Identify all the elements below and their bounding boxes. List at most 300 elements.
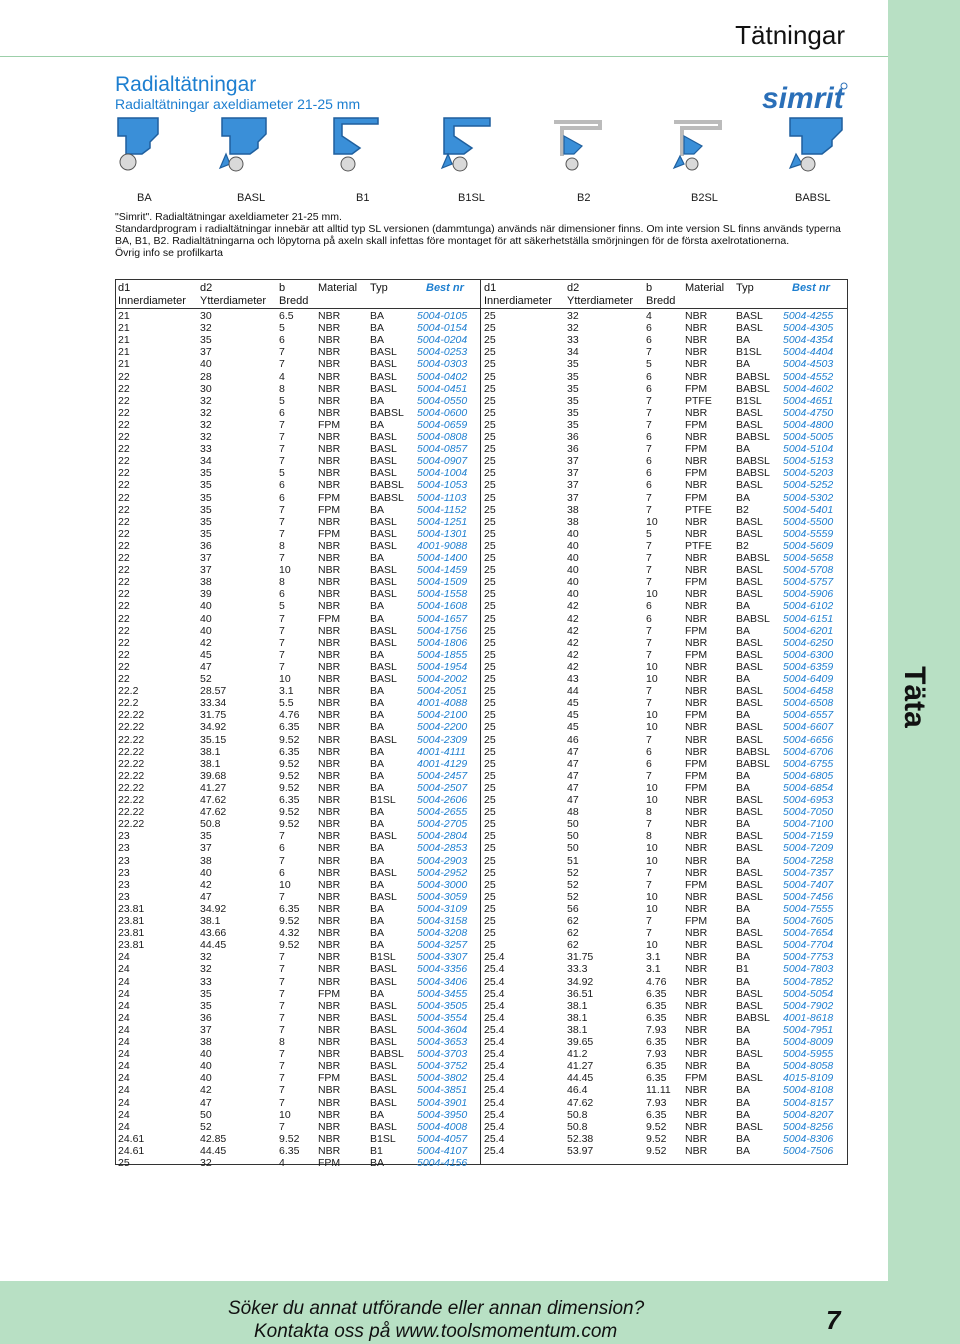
table-cell: 22 <box>118 673 130 685</box>
best-nr-cell: 5004-1806 <box>417 636 468 649</box>
table-cell: NBR <box>685 334 708 347</box>
table-cell: BASL <box>370 527 397 540</box>
table-cell: 22 <box>118 491 130 504</box>
table-cell: 42 <box>567 636 579 649</box>
table-cell: 6.35 <box>646 1108 667 1121</box>
table-cell: B1SL <box>370 794 396 806</box>
table-cell: BASL <box>370 866 397 879</box>
table-row <box>0 419 888 431</box>
table-cell: 6.35 <box>279 721 300 734</box>
section-subtitle: Radialtätningar axeldiameter 21-25 mm <box>115 96 361 112</box>
table-cell: 35 <box>200 515 212 528</box>
table-cell: 25 <box>484 612 496 625</box>
table-cell: 37 <box>567 479 579 492</box>
table-cell: NBR <box>685 1060 708 1073</box>
table-cell: NBR <box>685 890 708 903</box>
table-cell: BASL <box>370 1120 397 1133</box>
profile-b2-icon <box>550 114 606 176</box>
best-nr-cell: 5004-2507 <box>417 781 468 794</box>
table-cell: 6 <box>279 842 285 855</box>
best-nr-cell: 5004-8058 <box>783 1060 834 1073</box>
best-nr-cell: 5004-3703 <box>417 1048 468 1061</box>
table-row <box>0 927 888 939</box>
table-cell: 25 <box>484 394 496 407</box>
table-cell: NBR <box>318 1048 341 1061</box>
table-cell: PTFE <box>685 503 712 516</box>
table-cell: 44.45 <box>567 1072 594 1085</box>
footer-question: Söker du annat utförande eller annan dimension? <box>228 1298 645 1319</box>
table-cell: BABSL <box>736 455 770 468</box>
table-cell: 32 <box>200 951 212 964</box>
table-cell: BA <box>370 697 385 710</box>
table-cell: 32 <box>200 418 212 431</box>
header-typ: Typ <box>370 282 388 294</box>
table-cell: 3.1 <box>646 963 661 976</box>
table-cell: 5 <box>279 394 285 407</box>
best-nr-cell: 5004-5203 <box>783 467 834 480</box>
best-nr-cell: 5004-6607 <box>783 721 834 734</box>
table-cell: FPM <box>318 987 341 1000</box>
table-row <box>0 528 888 540</box>
table-cell: 32 <box>200 963 212 976</box>
table-row <box>0 782 888 794</box>
header-material: Material <box>685 282 725 294</box>
table-cell: 25.4 <box>484 1023 505 1036</box>
best-nr-cell: 5004-1301 <box>417 527 468 540</box>
table-cell: 8 <box>646 830 652 843</box>
table-cell: 38.1 <box>567 999 588 1012</box>
table-cell: 46 <box>567 733 579 746</box>
table-cell: 50.8 <box>200 818 221 831</box>
best-nr-cell: 5004-2903 <box>417 854 468 867</box>
best-nr-cell: 5004-3059 <box>417 890 468 903</box>
table-cell: NBR <box>318 1036 341 1048</box>
table-cell: 52 <box>567 890 579 903</box>
table-cell: 22 <box>118 564 130 577</box>
table-cell: 22 <box>118 552 130 564</box>
table-cell: 22 <box>118 394 130 407</box>
table-row <box>0 625 888 637</box>
table-cell: BA <box>736 1060 751 1073</box>
table-cell: 62 <box>567 915 579 927</box>
table-cell: 7 <box>279 527 285 540</box>
table-row <box>0 1157 888 1169</box>
table-cell: NBR <box>685 685 708 698</box>
table-cell: 10 <box>646 842 658 855</box>
table-cell: BA <box>736 1036 751 1048</box>
table-cell: NBR <box>318 999 341 1012</box>
table-cell: 10 <box>646 721 658 734</box>
table-row <box>0 951 888 963</box>
table-row <box>0 1036 888 1048</box>
table-cell: FPM <box>685 915 708 927</box>
table-cell: 35 <box>200 987 212 1000</box>
table-cell: 23 <box>118 854 130 867</box>
best-nr-cell: 5004-6805 <box>783 769 834 782</box>
table-cell: 25 <box>484 382 496 395</box>
best-nr-cell: 5004-6300 <box>783 648 834 661</box>
table-row <box>0 976 888 988</box>
table-cell: 45 <box>567 721 579 734</box>
table-cell: BASL <box>736 806 763 819</box>
table-cell: BASL <box>736 515 763 528</box>
table-cell: B1SL <box>736 394 762 407</box>
table-cell: 32 <box>567 310 579 322</box>
header-d2-sub: Ytterdiameter <box>567 295 634 307</box>
table-cell: NBR <box>685 1120 708 1133</box>
table-cell: 24 <box>118 975 130 988</box>
table-cell: 40 <box>200 1072 212 1085</box>
table-cell: BA <box>370 552 385 564</box>
table-cell: NBR <box>685 673 708 685</box>
table-cell: B1SL <box>370 1132 396 1145</box>
table-row <box>0 431 888 443</box>
table-cell: 35 <box>567 406 579 419</box>
table-cell: BASL <box>370 539 397 552</box>
table-cell: 22 <box>118 636 130 649</box>
table-cell: 7 <box>279 830 285 843</box>
table-row <box>0 1145 888 1157</box>
table-cell: NBR <box>685 600 708 613</box>
table-cell: 7 <box>279 1096 285 1109</box>
table-row <box>0 479 888 491</box>
section-title: Radialtätningar <box>115 73 257 96</box>
table-cell: BASL <box>736 564 763 577</box>
best-nr-cell: 5004-5500 <box>783 515 834 528</box>
table-row <box>0 842 888 854</box>
table-cell: BABSL <box>370 479 404 492</box>
table-row <box>0 891 888 903</box>
table-cell: 47 <box>200 1096 212 1109</box>
table-row <box>0 1133 888 1145</box>
table-cell: NBR <box>685 1144 708 1157</box>
table-header-divider <box>115 308 848 309</box>
table-cell: NBR <box>685 697 708 710</box>
table-cell: 42 <box>200 636 212 649</box>
best-nr-cell: 5004-0303 <box>417 358 468 371</box>
table-cell: 6.35 <box>646 1011 667 1024</box>
table-cell: 6 <box>646 322 652 335</box>
table-cell: 25 <box>484 648 496 661</box>
best-nr-cell: 5004-6755 <box>783 757 834 770</box>
table-cell: 22 <box>118 467 130 480</box>
table-cell: 47 <box>567 794 579 806</box>
table-cell: 7 <box>279 1120 285 1133</box>
table-cell: 7 <box>646 697 652 710</box>
table-cell: 8 <box>279 539 285 552</box>
table-cell: NBR <box>318 588 341 601</box>
table-cell: 9.52 <box>279 781 300 794</box>
table-cell: FPM <box>318 527 341 540</box>
best-nr-cell: 4001-9088 <box>417 539 468 552</box>
table-cell: 22.22 <box>118 781 145 794</box>
best-nr-cell: 5004-1103 <box>417 491 467 504</box>
table-cell: NBR <box>318 1096 341 1109</box>
table-cell: BA <box>736 781 751 794</box>
table-cell: FPM <box>318 491 341 504</box>
table-cell: 43 <box>567 673 579 685</box>
best-nr-cell: 5004-1152 <box>417 503 467 516</box>
table-cell: NBR <box>318 624 341 637</box>
table-row <box>0 1024 888 1036</box>
table-cell: 24 <box>118 1072 130 1085</box>
table-cell: 25 <box>484 527 496 540</box>
table-cell: BA <box>736 854 751 867</box>
table-cell: 6.35 <box>279 745 300 758</box>
table-cell: BASL <box>370 455 397 468</box>
profile-b1sl-icon <box>440 114 496 176</box>
table-cell: 7 <box>279 648 285 661</box>
table-row <box>0 492 888 504</box>
table-cell: NBR <box>318 576 341 589</box>
table-cell: BASL <box>370 975 397 988</box>
table-cell: 22 <box>118 455 130 468</box>
table-cell: FPM <box>685 757 708 770</box>
table-cell: 22.22 <box>118 757 145 770</box>
best-nr-cell: 5004-6151 <box>783 612 834 625</box>
table-cell: BASL <box>370 673 397 685</box>
table-cell: NBR <box>685 1048 708 1061</box>
table-cell: BABSL <box>370 406 404 419</box>
table-cell: 25.4 <box>484 1084 505 1097</box>
table-cell: FPM <box>318 1072 341 1085</box>
table-cell: 40 <box>200 866 212 879</box>
table-cell: 6 <box>646 455 652 468</box>
table-cell: 6 <box>646 334 652 347</box>
best-nr-cell: 5004-1657 <box>417 612 468 625</box>
table-cell: FPM <box>685 418 708 431</box>
table-cell: 37 <box>200 564 212 577</box>
table-cell: 10 <box>646 890 658 903</box>
table-cell: 9.52 <box>279 818 300 831</box>
table-cell: 22 <box>118 418 130 431</box>
best-nr-cell: 5004-2705 <box>417 818 468 831</box>
table-cell: BASL <box>736 697 763 710</box>
table-cell: 44 <box>567 685 579 698</box>
best-nr-cell: 5004-7050 <box>783 806 834 819</box>
table-cell: 40 <box>200 624 212 637</box>
table-cell: BASL <box>736 830 763 843</box>
table-cell: 7 <box>646 443 652 456</box>
table-cell: 7 <box>279 418 285 431</box>
best-nr-cell: 5004-4107 <box>417 1144 468 1157</box>
table-cell: 22.22 <box>118 806 145 819</box>
best-nr-cell: 5004-7258 <box>783 854 834 867</box>
header-title: Tätningar <box>735 20 845 50</box>
profile-b1-icon <box>330 114 384 176</box>
best-nr-cell: 5004-7605 <box>783 915 834 927</box>
table-cell: NBR <box>685 346 708 359</box>
table-cell: NBR <box>318 648 341 661</box>
best-nr-cell: 5004-0808 <box>417 431 468 443</box>
table-cell: BABSL <box>736 467 770 480</box>
table-cell: 7 <box>646 346 652 359</box>
table-cell: 62 <box>567 939 579 952</box>
table-cell: BASL <box>370 660 397 673</box>
profile-labels <box>0 192 888 206</box>
table-cell: 34 <box>567 346 579 359</box>
page-number: 7 <box>826 1305 841 1335</box>
simrit-logo <box>760 80 848 116</box>
table-cell: 25.4 <box>484 975 505 988</box>
table-cell: 25 <box>484 818 496 831</box>
table-row <box>0 576 888 588</box>
table-cell: NBR <box>318 346 341 359</box>
table-cell: 22.22 <box>118 794 145 806</box>
table-cell: 24 <box>118 1060 130 1073</box>
table-cell: 22.2 <box>118 685 139 698</box>
best-nr-cell: 5004-1053 <box>417 479 468 492</box>
table-cell: NBR <box>318 745 341 758</box>
table-cell: NBR <box>318 830 341 843</box>
table-row <box>0 310 888 322</box>
table-cell: 25 <box>484 721 496 734</box>
table-cell: 25 <box>484 636 496 649</box>
table-cell: 23 <box>118 866 130 879</box>
table-cell: NBR <box>318 963 341 976</box>
table-cell: 7 <box>279 443 285 456</box>
table-cell: NBR <box>318 757 341 770</box>
best-nr-cell: 5004-3109 <box>417 902 468 915</box>
table-cell: 8 <box>279 382 285 395</box>
table-cell: NBR <box>318 552 341 564</box>
table-cell: 47 <box>567 769 579 782</box>
table-cell: BASL <box>370 1011 397 1024</box>
table-cell: 25 <box>484 358 496 371</box>
best-nr-cell: 5004-5609 <box>783 539 834 552</box>
table-cell: 36 <box>200 539 212 552</box>
table-cell: BASL <box>370 733 397 746</box>
table-cell: NBR <box>685 636 708 649</box>
table-cell: 10 <box>646 939 658 952</box>
table-cell: 25 <box>484 745 496 758</box>
table-cell: 25 <box>484 939 496 952</box>
profile-label: BASL <box>237 192 266 204</box>
table-row <box>0 1000 888 1012</box>
table-cell: 7 <box>279 660 285 673</box>
table-cell: BASL <box>370 1023 397 1036</box>
table-row <box>0 915 888 927</box>
table-cell: NBR <box>318 939 341 952</box>
table-cell: 25 <box>484 370 496 383</box>
profile-label: BA <box>137 192 152 204</box>
table-cell: 47 <box>200 890 212 903</box>
table-cell: 7 <box>279 1072 285 1085</box>
table-cell: 41.2 <box>567 1048 588 1061</box>
table-cell: NBR <box>318 902 341 915</box>
table-cell: 28 <box>200 370 212 383</box>
table-cell: NBR <box>685 830 708 843</box>
table-row <box>0 1121 888 1133</box>
table-cell: 38.1 <box>200 757 221 770</box>
table-cell: 10 <box>279 1108 291 1121</box>
table-cell: 44.45 <box>200 1144 227 1157</box>
table-row <box>0 383 888 395</box>
table-cell: 25 <box>484 479 496 492</box>
table-cell: FPM <box>318 418 341 431</box>
table-cell: BA <box>736 1084 751 1097</box>
table-row <box>0 818 888 830</box>
table-cell: 22 <box>118 527 130 540</box>
table-cell: 22.22 <box>118 709 145 722</box>
best-nr-cell: 5004-2051 <box>417 685 468 698</box>
table-cell: BA <box>736 624 751 637</box>
table-cell: BA <box>370 334 385 347</box>
table-cell: 23 <box>118 878 130 891</box>
best-nr-cell: 5004-8009 <box>783 1036 834 1048</box>
table-cell: 40 <box>567 539 579 552</box>
table-cell: NBR <box>318 709 341 722</box>
table-cell: 47.62 <box>200 806 227 819</box>
table-cell: NBR <box>685 564 708 577</box>
table-cell: BABSL <box>736 431 770 443</box>
table-cell: 25.4 <box>484 1072 505 1085</box>
table-cell: BASL <box>370 346 397 359</box>
table-cell: BA <box>736 769 751 782</box>
table-cell: 25 <box>484 757 496 770</box>
header-d1-sub: Innerdiameter <box>118 295 186 307</box>
table-cell: B1SL <box>736 346 762 359</box>
table-cell: 25.4 <box>484 1036 505 1048</box>
table-cell: 32 <box>200 322 212 335</box>
table-row <box>0 371 888 383</box>
table-cell: 4 <box>279 370 285 383</box>
best-nr-cell: 5004-7654 <box>783 927 834 940</box>
best-nr-cell: 5004-3307 <box>417 951 468 964</box>
best-nr-cell: 5004-6102 <box>783 600 834 613</box>
table-cell: BASL <box>370 370 397 383</box>
table-cell: FPM <box>685 443 708 456</box>
table-cell: BASL <box>370 588 397 601</box>
table-cell: 47.62 <box>567 1096 594 1109</box>
table-cell: 9.52 <box>646 1144 667 1157</box>
table-cell: 10 <box>646 709 658 722</box>
table-cell: BASL <box>370 1036 397 1048</box>
best-nr-cell: 5004-1400 <box>417 552 468 564</box>
footer-contact: Kontakta oss på www.toolsmomentum.com <box>254 1321 618 1342</box>
table-row <box>0 467 888 479</box>
best-nr-cell: 5004-3604 <box>417 1023 468 1036</box>
table-cell: 7 <box>646 539 652 552</box>
table-cell: 41.27 <box>200 781 227 794</box>
table-row <box>0 346 888 358</box>
table-row <box>0 564 888 576</box>
best-nr-cell: 5004-3653 <box>417 1036 468 1048</box>
best-nr-cell: 5004-1004 <box>417 467 468 480</box>
table-cell: BASL <box>370 382 397 395</box>
table-cell: 4 <box>279 1157 285 1169</box>
table-cell: FPM <box>318 612 341 625</box>
best-nr-cell: 5004-5104 <box>783 443 834 456</box>
best-nr-cell: 5004-0857 <box>417 443 468 456</box>
table-cell: 45 <box>200 648 212 661</box>
table-cell: 38.1 <box>567 1023 588 1036</box>
header-b-sub: Bredd <box>646 295 676 307</box>
table-cell: PTFE <box>685 394 712 407</box>
table-row <box>0 395 888 407</box>
table-cell: 34 <box>200 455 212 468</box>
profile-label: B1SL <box>458 192 485 204</box>
table-cell: NBR <box>685 902 708 915</box>
table-cell: 47 <box>567 757 579 770</box>
best-nr-cell: 4001-4088 <box>417 697 468 710</box>
best-nr-cell: 5004-4651 <box>783 394 834 407</box>
table-cell: BA <box>736 443 751 456</box>
table-cell: 47.62 <box>200 794 227 806</box>
table-row <box>0 685 888 697</box>
table-cell: 7.93 <box>646 1048 667 1061</box>
table-cell: NBR <box>318 431 341 443</box>
